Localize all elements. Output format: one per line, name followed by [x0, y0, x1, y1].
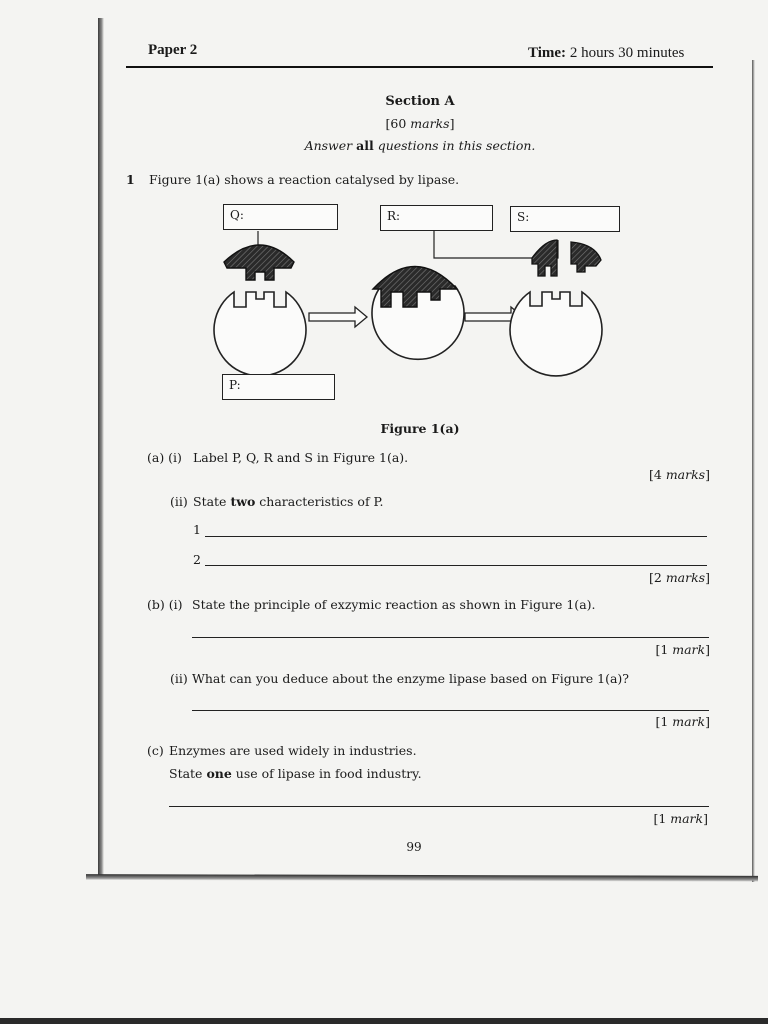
product-right: [571, 242, 601, 272]
part-c-text-2: State one use of lipase in food industry.: [169, 766, 422, 781]
answer-line-c[interactable]: [169, 806, 709, 807]
time-label: Time:: [528, 45, 567, 61]
part-b-ii-text: What can you deduce about the enzyme lipase based on Figure 1(a)?: [192, 671, 630, 686]
header-rule: [126, 66, 713, 68]
part-b-ii-marks: [1 mark]: [655, 714, 710, 729]
part-b-i-marks: [1 mark]: [655, 642, 710, 657]
part-a-i-marks: [4 marks]: [649, 467, 710, 482]
product-left: [532, 240, 557, 276]
question-stem: Figure 1(a) shows a reaction catalysed by lipase.: [149, 172, 460, 187]
label-box-s[interactable]: S:: [510, 206, 620, 232]
part-a-ii-text: State two characteristics of P.: [193, 494, 384, 509]
question-number: 1: [126, 172, 135, 187]
answer-line-1[interactable]: [205, 536, 707, 537]
part-a-i-text: Label P, Q, R and S in Figure 1(a).: [193, 450, 409, 465]
answer-line-2-number: 2: [193, 552, 201, 567]
answer-line-2[interactable]: [205, 565, 707, 566]
figure-1a-diagram: [205, 196, 635, 411]
page-right-edge: [752, 60, 755, 882]
answer-line-1-number: 1: [193, 522, 201, 537]
label-box-r[interactable]: R:: [380, 205, 493, 231]
figure-caption: Figure 1(a): [380, 421, 460, 436]
part-a-ii-marks: [2 marks]: [649, 570, 710, 585]
answer-line-b-i[interactable]: [192, 637, 709, 638]
paper-label: Paper 2: [148, 42, 198, 58]
enzyme-3: [510, 292, 602, 376]
time-allowed: [528, 45, 684, 62]
substrate-1: [224, 245, 294, 280]
page-number: 99: [406, 840, 422, 854]
page-bottom-edge: [86, 874, 758, 882]
section-instruction: Answer all questions in this section.: [304, 138, 536, 153]
part-a-i-prefix: (a) (i): [147, 450, 182, 465]
label-box-q[interactable]: Q:: [223, 204, 338, 230]
label-box-p[interactable]: P:: [222, 374, 335, 400]
part-b-ii-prefix: (ii): [170, 671, 188, 686]
scan-bottom-border: [0, 1018, 768, 1024]
section-marks: [60 marks]: [385, 116, 455, 131]
enzyme-1: [214, 292, 306, 376]
page-binding-shadow: [98, 18, 104, 878]
answer-line-b-ii[interactable]: [192, 710, 709, 711]
part-c-marks: [1 mark]: [653, 811, 708, 826]
section-title: Section A: [385, 94, 455, 109]
part-b-i-text: State the principle of exzymic reaction as shown in Figure 1(a).: [192, 597, 596, 612]
time-value: 2 hours 30 minutes: [569, 45, 685, 61]
arrow-1: [309, 307, 367, 327]
part-c-text-1: Enzymes are used widely in industries.: [169, 743, 417, 758]
part-c-prefix: (c): [147, 743, 164, 758]
part-b-i-prefix: (b) (i): [147, 597, 183, 612]
part-a-ii-prefix: (ii): [170, 494, 188, 509]
